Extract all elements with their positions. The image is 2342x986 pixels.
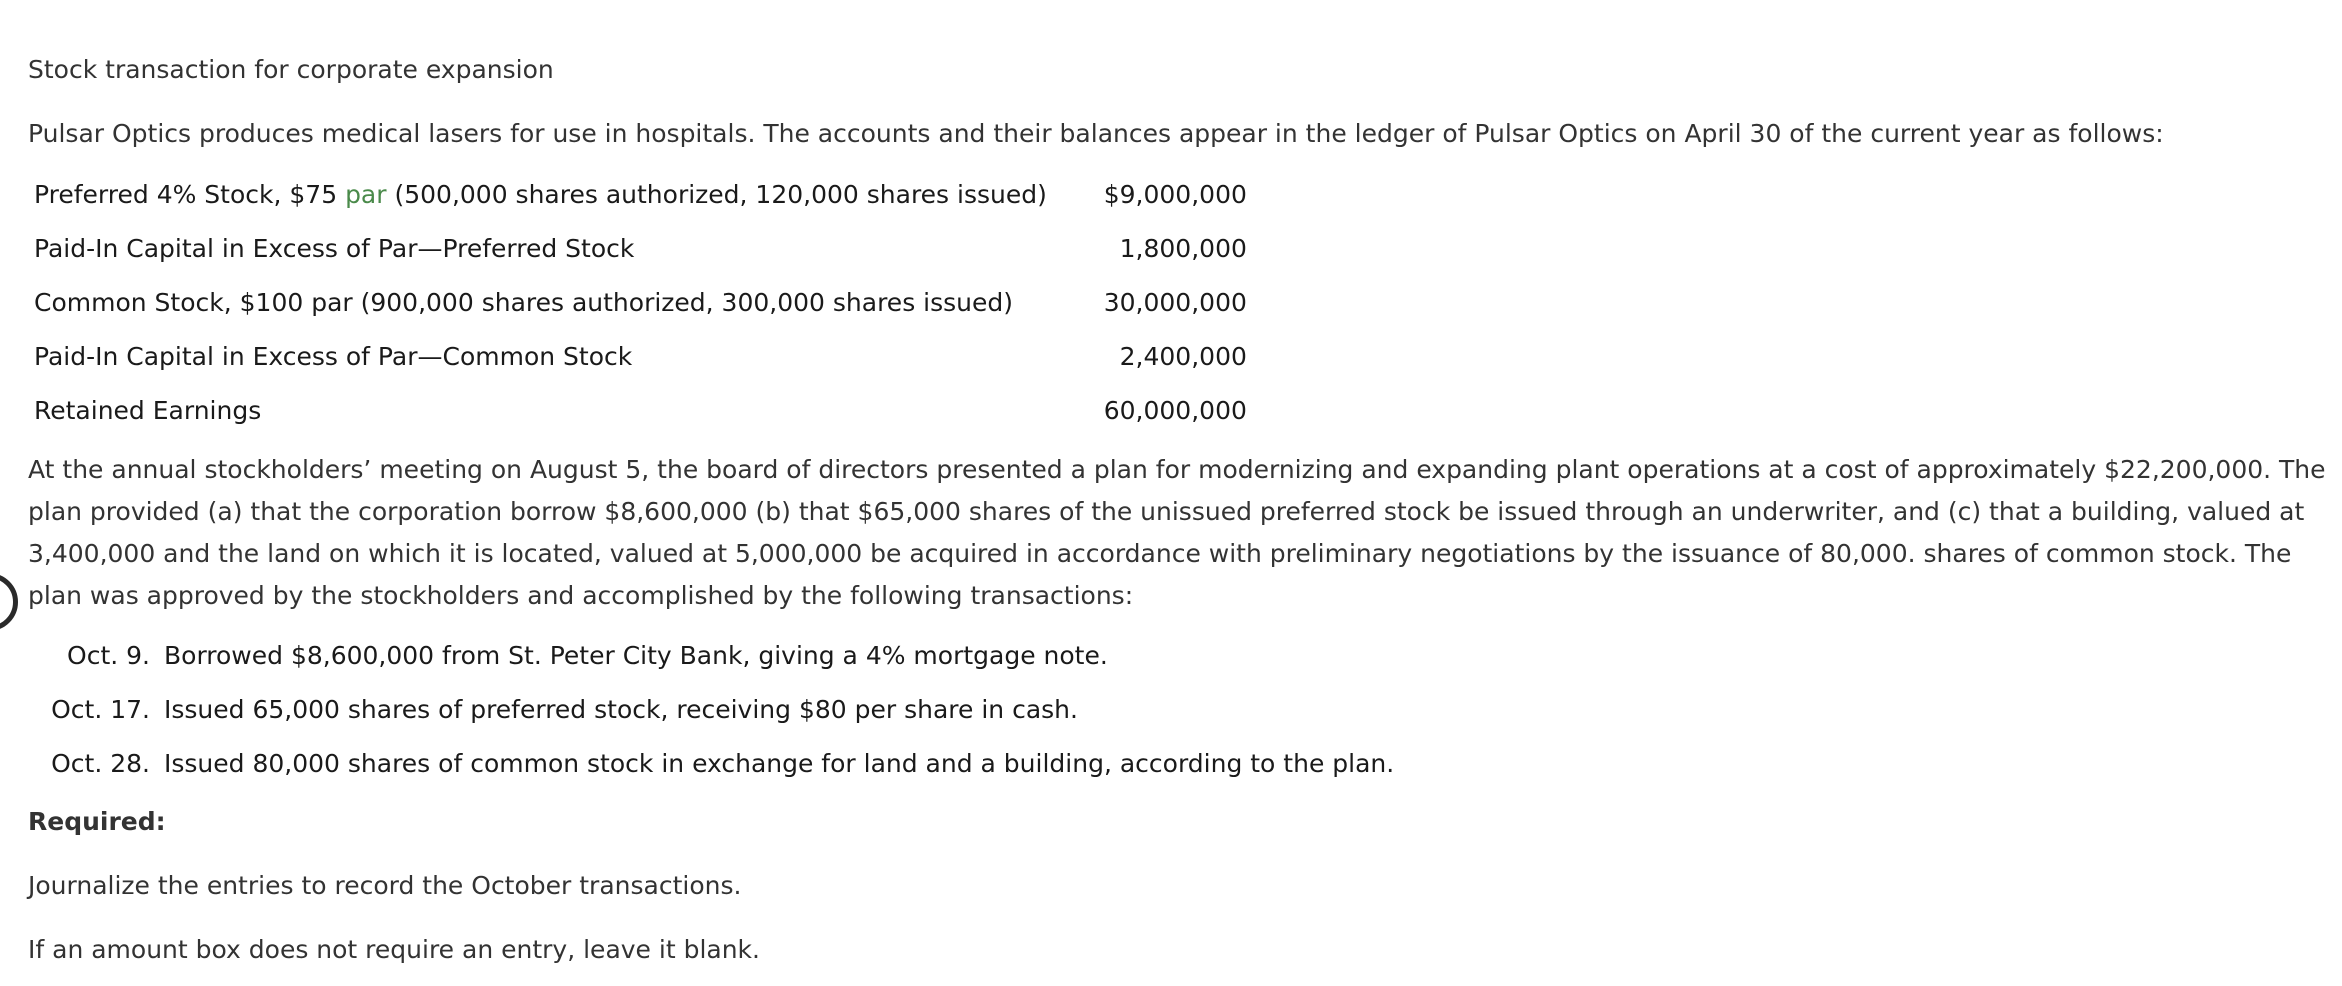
ledger-row bbox=[34, 329, 1247, 383]
transaction-row bbox=[40, 682, 1394, 736]
required-note: If an amount box does not require an entry, leave it blank. bbox=[28, 935, 760, 964]
par-glossary-link[interactable]: par bbox=[345, 179, 387, 209]
transaction-description: Issued 65,000 shares of preferred stock, receiving $80 per share in cash. bbox=[164, 694, 1078, 724]
ledger-account bbox=[34, 167, 1047, 221]
transaction-description: Borrowed $8,600,000 from St. Peter City Bank, giving a 4% mortgage note. bbox=[164, 640, 1108, 670]
ledger-amount: 30,000,000 bbox=[1103, 287, 1247, 317]
transaction-row bbox=[40, 736, 1394, 790]
ledger-account: Common Stock, $100 par (900,000 shares authorized, 300,000 shares issued) bbox=[34, 287, 1014, 317]
ledger-account: Paid-In Capital in Excess of Par—Preferred Stock bbox=[34, 233, 635, 263]
transaction-row bbox=[40, 628, 1394, 682]
scroll-indicator-circle[interactable] bbox=[0, 573, 18, 631]
ledger-table bbox=[34, 167, 1247, 437]
required-instruction: Journalize the entries to record the October transactions. bbox=[28, 871, 742, 900]
meeting-paragraph: At the annual stockholders’ meeting on August 5, the board of directors presented a plan for modernizing and expanding plant operations at a cost of approximately $22,200,000. The plan provided (a) that the corporation borrow $8,600,000 (b) that $65,000 shares of the unissued preferred stock be issued through an underwriter, and (c) that a building, valued at 3,400,000 and the land on which it is located, valued at 5,000,000 be acquired in accordance with preliminary negotiations by the issuance of 80,000. shares of common stock. The plan was approved by the stockholders and accomplished by the following transactions: bbox=[28, 455, 2326, 610]
ledger-row bbox=[34, 275, 1247, 329]
transaction-date: Oct. 17. bbox=[51, 694, 150, 724]
ledger-account-text: (500,000 shares authorized, 120,000 shares issued) bbox=[386, 179, 1047, 209]
ledger-account-text: Preferred 4% Stock, $75 bbox=[34, 179, 346, 209]
transaction-description: Issued 80,000 shares of common stock in exchange for land and a building, according to the plan. bbox=[164, 748, 1395, 778]
transaction-date: Oct. 28. bbox=[51, 748, 150, 778]
ledger-amount: 2,400,000 bbox=[1119, 341, 1247, 371]
ledger-amount: 60,000,000 bbox=[1103, 395, 1247, 425]
ledger-account: Retained Earnings bbox=[34, 395, 262, 425]
problem-title: Stock transaction for corporate expansion bbox=[28, 55, 554, 84]
ledger-account: Paid-In Capital in Excess of Par—Common Stock bbox=[34, 341, 633, 371]
ledger-row bbox=[34, 383, 1247, 437]
transactions-table bbox=[40, 628, 1394, 790]
ledger-amount: 1,800,000 bbox=[1119, 233, 1247, 263]
ledger-row bbox=[34, 221, 1247, 275]
required-heading: Required: bbox=[28, 807, 166, 836]
ledger-row bbox=[34, 167, 1247, 221]
transaction-date: Oct. 9. bbox=[67, 640, 150, 670]
problem-intro: Pulsar Optics produces medical lasers for use in hospitals. The accounts and their balances appear in the ledger of Pulsar Optics on April 30 of the current year as follows: bbox=[28, 119, 2164, 148]
ledger-amount: $9,000,000 bbox=[1103, 179, 1247, 209]
